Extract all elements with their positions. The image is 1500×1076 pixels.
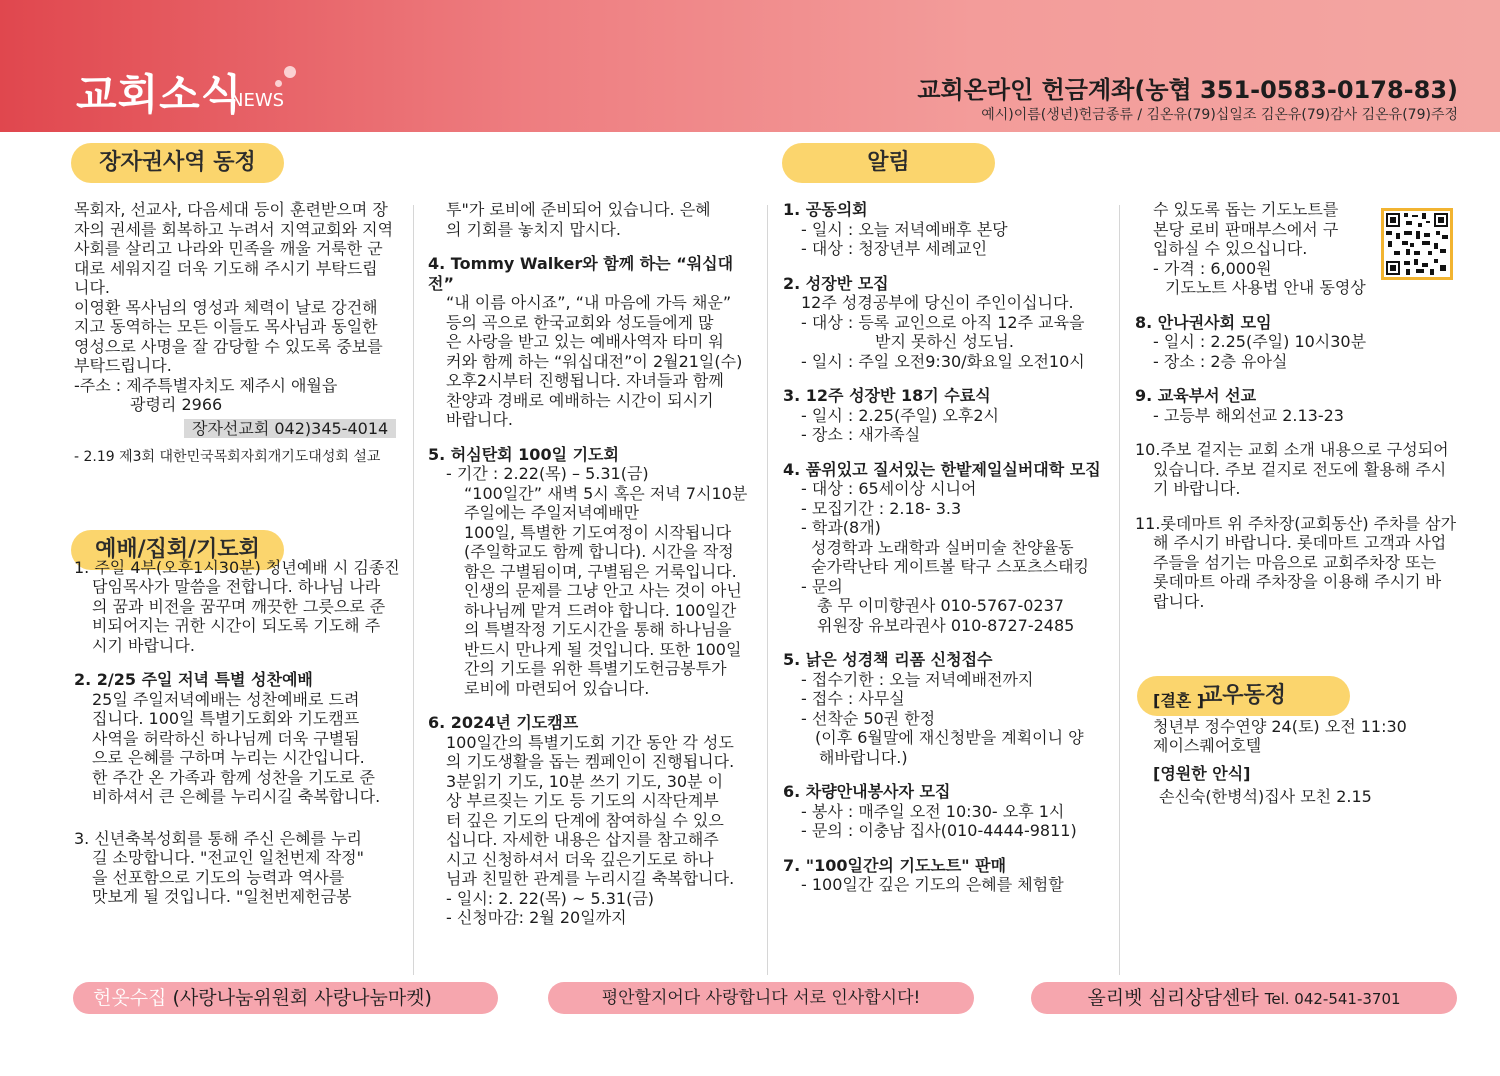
header-banner bbox=[0, 0, 1500, 132]
market-label: (사랑나눔위원회 사랑나눔마켓) bbox=[172, 987, 432, 1009]
notice-2-title: 2. 성장반 모집 bbox=[783, 273, 889, 293]
notice-7-title: 7. "100일간의 기도노트" 판매 bbox=[783, 855, 1007, 875]
worship-item-5: - 기간 : 2.22(목) – 5.31(금) “100일간” 새벽 5시 혹은 저녁 7시10분 주일에는 주일저녁예배만 100일, 특별한 기도여정이 시작됩니다 (주일학교도 함께 합니다). 시간을 작정 함은 구별됨이며, 구별됨은 거룩입니다. 인생의 문제를 그냥 안고 사는 것이 아닌 하나님께 맡겨 드려야 합니다. 100일간 의 특별작정 기도시간을 통해 하나님을 반드시 만나게 될 것입니다. 또한 100일 간의 기도를 위한 특별기도헌금봉투가 로비에 마련되어 있습니다. bbox=[446, 464, 748, 698]
section-ministry-title: 장자권사역 동정 bbox=[71, 143, 284, 183]
notice-1-line: - 일시 : 오늘 저녁예배후 본당 bbox=[801, 219, 1008, 239]
wedding-line: 청년부 정수연양 24(토) 오전 11:30 bbox=[1153, 716, 1407, 736]
event-line: - 2.19 제3회 대한민국목회자회개기도대성회 설교 bbox=[74, 449, 381, 465]
column-2 bbox=[428, 200, 758, 928]
ministry-paragraph-1: 목회자, 선교사, 다음세대 등이 훈련받으며 장 자의 권세를 회복하고 누려서 지역교회와 지역 사회를 살리고 나라와 민족을 깨울 거룩한 군 대로 세워지길 더욱 기도해 주시기 부탁드립 니다. bbox=[74, 200, 394, 297]
notice-10: 10.주보 겉지는 교회 소개 내용으로 구성되어 있습니다. 주보 겉지로 전도에 활용해 주시 기 바랍니다. bbox=[1135, 440, 1449, 498]
worship-item-2-title: 2. 2/25 주일 저녁 특별 성찬예배 bbox=[74, 670, 313, 689]
decor-dot bbox=[284, 66, 296, 78]
column-divider bbox=[413, 205, 414, 975]
notice-1-title: 1. 공동의회 bbox=[783, 200, 868, 219]
column-divider bbox=[767, 205, 768, 975]
account-example: 예시)이름(생년)헌금종류 / 김온유(79)십일조 김온유(79)감사 김온유(79)주정 bbox=[981, 107, 1458, 123]
notice-8-title: 8. 안나권사회 모임 bbox=[1135, 312, 1272, 332]
ministry-paragraph-2: 이영환 목사님의 영성과 체력이 날로 강건해 지고 동역하는 모든 이들도 목사님과 동일한 영성으로 사명을 잘 감당할 수 있도록 중보를 부탁드립니다. bbox=[74, 297, 383, 375]
column-4: 수 있도록 돕는 기도노트를 본당 로비 판매부스에서 구 입하실 수 있으십니다. - 가격 : 6,000원 기도노트 사용법 안내 동영상 8. 안나권사회 모임 - 일시 : 2.25(주일) 10시30분 - 장소 : 2층 유아실 9. 교육부서 선교 - 고등부 해외선교 2.13-23 10.주보 겉지는 교회 소개 내용으로 구성되어 있습니다. 주보 겉지로 전도에 활용해 주시 기 바랍니다. 11.롯데마트 위 주차장(교회동산) 주차를 삼가 해 주시기 바랍니다. 롯데마트 고객과 사업 주들을 섬기는 마음으로 교회주차장 또는 롯데마트 아래 주차장을 이용해 주시기 바 랍니다. [결혼 ] 청년부 정수연양 24(토) 오전 11:30 제이스퀘어호텔 [영원한 안식] 손신숙(한병석)집사 모친 2.15 bbox=[1135, 200, 1465, 807]
notice-11: 11.롯데마트 위 주차장(교회동산) 주차를 삼가 해 주시기 바랍니다. 롯데마트 고객과 사업 주들을 섬기는 마음으로 교회주차장 또는 롯데마트 아래 주차장을 이용해 주시기 바 랍니다. bbox=[1135, 513, 1457, 611]
worship-item-3: 3. 신년축복성회를 통해 주신 은혜를 누리 길 소망합니다. "전교인 일천번제 작정" 을 선포함으로 기도의 능력과 역사를 맛보게 될 것입니다. "일천번제헌금봉 bbox=[74, 828, 364, 906]
qr-code-icon[interactable] bbox=[1381, 208, 1453, 280]
wedding-label: [결혼 ] bbox=[1153, 691, 1205, 710]
footer-counseling-center bbox=[1031, 982, 1457, 1014]
rest-label: [영원한 안식] bbox=[1153, 763, 1251, 783]
footer-clothes-collection bbox=[73, 982, 498, 1014]
section-notice-title: 알림 bbox=[782, 143, 995, 183]
column-3: 1. 공동의회 - 일시 : 오늘 저녁예배후 본당 - 대상 : 청장년부 세례교인 2. 성장반 모집 12주 성경공부에 당신이 주인이십니다. - 대상 : 등록 교인으로 아직 12주 교육을 받지 못하신 성도님. - 일시 : 주일 오전9:30/화요일 오전10시 3. 12주 성장반 18기 수료식 - 일시 : 2.25(주일) 오후2시 - 장소 : 새가족실 4. 품위있고 질서있는 한밭제일실버대학 모집 - 대상 : 65세이상 시니어 - 모집기간 : 2.18- 3.3 - 학과(8개) 성경학과 노래학과 실버미술 찬양율동 숟가락난타 게이트볼 탁구 스포츠스태킹 - 문의 총 무 이미향권사 010-5767-0237 위원장 유보라권사 010-8727-2485 5. 낡은 성경책 리폼 신청접수 - 접수기한 : 오늘 저녁예배전까지 - 접수 : 사무실 - 선착순 50권 한정 (이후 6월말에 재신청받을 계획이니 양 해바랍니다.) 6. 차량안내봉사자 모집 - 봉사 : 매주일 오전 10:30- 오후 1시 - 문의 : 이충남 집사(010-4444-9811) 7. "100일간의 기도노트" 판매 - 100일간 깊은 기도의 은혜를 체험할 bbox=[783, 200, 1113, 895]
decor-dot bbox=[275, 80, 282, 87]
worship-item-6-title: 6. 2024년 기도캠프 bbox=[428, 713, 579, 732]
worship-item-4: “내 이름 아시죠”, “내 마음에 가득 채운” 등의 곡으로 한국교회와 성도들에게 많 은 사랑을 받고 있는 예배사역자 타미 워 커와 함께 하는 “워십대전”이 2월21일(수) 오후2시부터 진행됩니다. 자녀들과 함께 찬양과 경배로 예배하는 시간이 되시기 바랍니다. bbox=[446, 293, 743, 429]
notice-3-title: 3. 12주 성장반 18기 수료식 bbox=[783, 386, 991, 405]
notice-5-title: 5. 낡은 성경책 리폼 신청접수 bbox=[783, 650, 993, 669]
notice-1-line: - 대상 : 청장년부 세례교인 bbox=[801, 239, 988, 258]
notice-6-title: 6. 차량안내봉사자 모집 bbox=[783, 782, 951, 801]
page-title: 교회소식 bbox=[76, 70, 243, 119]
account-title: 교회온라인 헌금계좌(농협 351-0583-0178-83) bbox=[917, 76, 1458, 104]
address-label: -주소 : 제주특별자치도 제주시 애월읍 bbox=[74, 375, 338, 395]
page-subtitle: NEWS bbox=[230, 90, 285, 111]
worship-item-5-title: 5. 허심탄회 100일 기도회 bbox=[428, 444, 619, 464]
worship-item-1: 1. 주일 4부(오후1시30분) 청년예배 시 김종진 담임목사가 말씀을 전합니다. 하나님 나라 의 꿈과 비전을 꿈꾸며 깨끗한 그릇으로 준 비되어지는 귀한 시간이 되도록 기도해 주 시기 바랍니다. bbox=[74, 557, 400, 655]
clothes-label: 헌옷수집 bbox=[93, 987, 167, 1009]
address-line: 광령리 2966 bbox=[130, 395, 223, 414]
notice-4-title: 4. 품위있고 질서있는 한밭제일실버대학 모집 bbox=[783, 459, 1101, 479]
worship-item-6: 100일간의 특별기도회 기간 동안 각 성도 의 기도생활을 돕는 켐페인이 진행됩니다. 3분읽기 기도, 10분 쓰기 기도, 30분 이 상 부르짖는 기도 등 기도의 시작단계부 터 깊은 기도의 단계에 참여하실 수 있으 십니다. 자세한 내용은 삽지를 참고해주 시고 신청하셔서 더욱 깊은기도로 하나 님과 친밀한 관계를 누리시길 축복합니다. - 일시: 2. 22(목) ~ 5.31(금) - 신청마감: 2월 20일까지 bbox=[446, 732, 735, 927]
notice-7-continued: 수 있도록 돕는 기도노트를 본당 로비 판매부스에서 구 입하실 수 있으십니다. - 가격 : 6,000원 기도노트 사용법 안내 동영상 bbox=[1153, 200, 1366, 297]
worship-item-3-continued: 투"가 로비에 준비되어 있습니다. 은혜 의 기회를 놓치지 맙시다. bbox=[446, 200, 711, 239]
center-tel: Tel. 042-541-3701 bbox=[1264, 990, 1401, 1008]
wedding-line: 제이스퀘어호텔 bbox=[1153, 736, 1262, 755]
footer-greeting: 평안할지어다 사랑합니다 서로 인사합시다! bbox=[548, 982, 974, 1014]
section-members-title: 교우동정 bbox=[1137, 676, 1350, 716]
worship-item-4-title: 4. Tommy Walker와 함께 하는 “워십대전” bbox=[428, 254, 734, 293]
address-contact-box: 장자선교회 042)345-4014 bbox=[184, 419, 396, 439]
worship-item-2: 25일 주일저녁예배는 성찬예배로 드려 집니다. 100일 특별기도회와 기도캠프 사역을 허락하신 하나님께 더욱 구별됨 으로 은혜를 구하며 누리는 시간입니다. 한 주간 온 가족과 함께 성찬을 기도로 준 비하셔서 큰 은혜를 누리시길 축복합니다. bbox=[92, 689, 381, 806]
notice-9-title: 9. 교육부서 선교 bbox=[1135, 386, 1257, 405]
column-divider bbox=[1119, 205, 1120, 975]
rest-line: 손신숙(한병석)집사 모친 2.15 bbox=[1159, 787, 1372, 806]
section-worship-title: 예배/집회/기도회 bbox=[71, 530, 284, 570]
column-1 bbox=[74, 200, 404, 907]
center-name: 올리벳 심리상담센타 bbox=[1087, 987, 1259, 1009]
